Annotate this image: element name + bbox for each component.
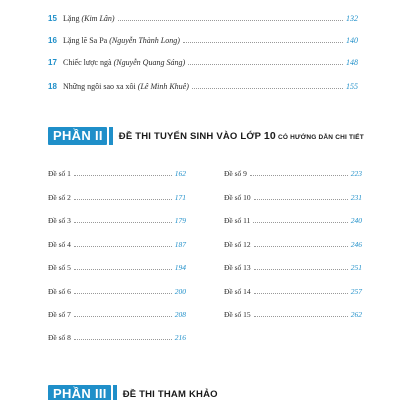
dot-leader xyxy=(74,316,172,317)
exam-page-number: 223 xyxy=(350,169,362,178)
dot-leader xyxy=(74,175,172,176)
dot-leader xyxy=(254,199,348,200)
entry-author: (Nguyễn Quang Sáng) xyxy=(113,58,186,67)
entry-page-number: 132 xyxy=(346,14,358,23)
entry-author: (Nguyễn Thành Long) xyxy=(109,36,180,45)
dot-leader xyxy=(254,246,348,247)
exam-entry[interactable] xyxy=(224,260,362,272)
dot-leader xyxy=(118,20,343,21)
exam-page-number: 179 xyxy=(174,216,186,225)
dot-leader xyxy=(74,269,172,270)
part3-heading xyxy=(48,383,218,400)
entry-title: Lặng (Kim Lân) xyxy=(63,14,115,23)
toc-entry[interactable] xyxy=(48,53,358,67)
entry-page-number: 148 xyxy=(346,58,358,67)
exam-entry[interactable] xyxy=(224,307,362,319)
exam-label: Đề số 6 xyxy=(48,287,71,296)
exam-label: Đề số 3 xyxy=(48,216,71,225)
exam-entry[interactable] xyxy=(48,166,186,178)
exam-label: Đề số 14 xyxy=(224,287,251,296)
exam-entry[interactable] xyxy=(48,284,186,296)
part3-title: ĐỀ THI THAM KHẢO xyxy=(122,388,218,400)
entry-page-number: 140 xyxy=(346,36,358,45)
dot-leader xyxy=(188,64,343,65)
toc-entry[interactable] xyxy=(48,31,358,45)
exam-page-number: 171 xyxy=(174,193,186,202)
part2-title: ĐỀ THI TUYỂN SINH VÀO LỚP 10 CÓ HƯỚNG DẪN CHI TIẾT xyxy=(118,130,364,142)
exam-label: Đề số 11 xyxy=(224,216,251,225)
entry-title: Lặng lẽ Sa Pa (Nguyễn Thành Long) xyxy=(63,36,180,45)
toc-entry[interactable] xyxy=(48,9,358,23)
exam-label: Đề số 9 xyxy=(224,169,247,178)
badge-accent-bar xyxy=(113,385,117,400)
exam-page-number: 216 xyxy=(174,333,186,342)
exam-label: Đề số 7 xyxy=(48,310,71,319)
exam-page-number: 240 xyxy=(350,216,362,225)
entry-author: (Kim Lân) xyxy=(81,14,115,23)
entry-title: Chiếc lược ngà (Nguyễn Quang Sáng) xyxy=(63,58,186,67)
part2-badge: PHẦN II xyxy=(48,127,107,145)
exam-entry[interactable] xyxy=(224,237,362,249)
exam-page-number: 200 xyxy=(174,287,186,296)
dot-leader xyxy=(74,222,172,223)
part3-badge: PHẦN III xyxy=(48,385,111,400)
dot-leader xyxy=(74,293,172,294)
dot-leader xyxy=(254,293,348,294)
dot-leader xyxy=(192,88,343,89)
exam-page-number: 246 xyxy=(350,240,362,249)
exam-page-number: 194 xyxy=(174,263,186,272)
toc-entry[interactable] xyxy=(48,77,358,91)
entry-number: 16 xyxy=(48,36,57,45)
badge-accent-bar xyxy=(109,127,113,145)
exam-entry[interactable] xyxy=(48,237,186,249)
part2-heading xyxy=(48,125,364,147)
exam-label: Đề số 15 xyxy=(224,310,251,319)
entry-number: 18 xyxy=(48,82,57,91)
exam-page-number: 262 xyxy=(350,310,362,319)
dot-leader xyxy=(254,316,348,317)
exam-label: Đề số 10 xyxy=(224,193,251,202)
dot-leader xyxy=(74,199,172,200)
exam-label: Đề số 2 xyxy=(48,193,71,202)
dot-leader xyxy=(254,269,348,270)
entry-author: (Lê Minh Khuê) xyxy=(137,82,189,91)
dot-leader xyxy=(250,175,348,176)
exam-page-number: 257 xyxy=(350,287,362,296)
exam-label: Đề số 13 xyxy=(224,263,251,272)
exam-page-number: 231 xyxy=(350,193,362,202)
exam-entry[interactable] xyxy=(224,284,362,296)
exam-page-number: 187 xyxy=(174,240,186,249)
exam-entry[interactable] xyxy=(48,190,186,202)
exam-entry[interactable] xyxy=(48,260,186,272)
dot-leader xyxy=(253,222,347,223)
exam-entry[interactable] xyxy=(224,213,362,225)
dot-leader xyxy=(74,339,172,340)
entry-title: Những ngôi sao xa xôi (Lê Minh Khuê) xyxy=(63,82,189,91)
entry-number: 17 xyxy=(48,58,57,67)
exam-label: Đề số 1 xyxy=(48,169,71,178)
entry-number: 15 xyxy=(48,14,57,23)
exam-entry[interactable] xyxy=(224,190,362,202)
entry-page-number: 155 xyxy=(346,82,358,91)
exam-label: Đề số 8 xyxy=(48,333,71,342)
dot-leader xyxy=(183,42,343,43)
exam-entry[interactable] xyxy=(48,213,186,225)
exam-label: Đề số 5 xyxy=(48,263,71,272)
exam-page-number: 251 xyxy=(350,263,362,272)
dot-leader xyxy=(74,246,172,247)
exam-page-number: 162 xyxy=(174,169,186,178)
exam-page-number: 208 xyxy=(174,310,186,319)
exam-entry[interactable] xyxy=(224,166,362,178)
exam-label: Đề số 12 xyxy=(224,240,251,249)
exam-entry[interactable] xyxy=(48,330,186,342)
exam-entry[interactable] xyxy=(48,307,186,319)
exam-label: Đề số 4 xyxy=(48,240,71,249)
